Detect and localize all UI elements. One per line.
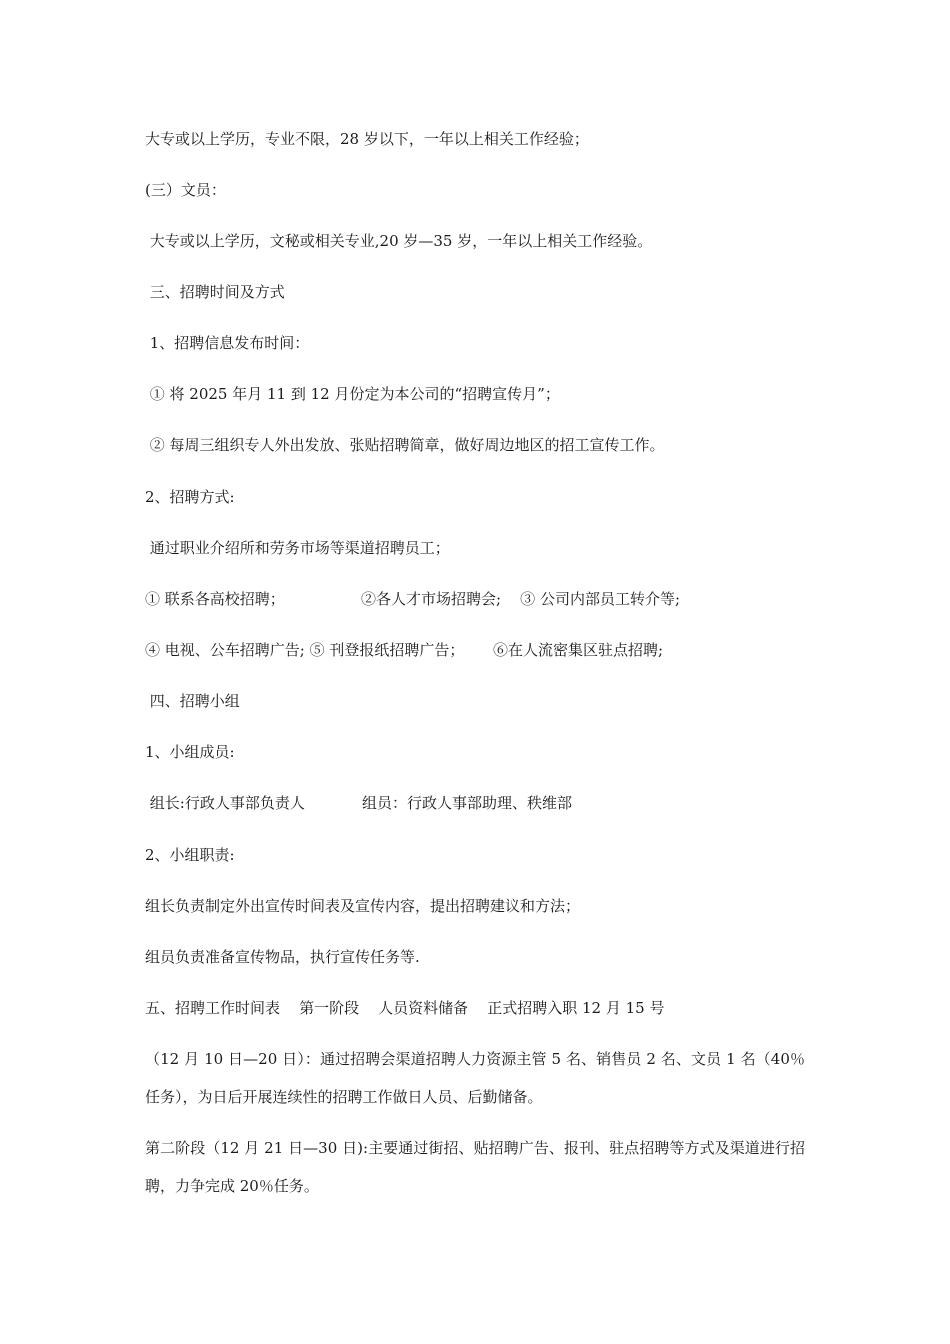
paragraph-phase-2: 第二阶段（12 月 21 日—30 日):主要通过街招、贴招聘广告、报刊、驻点招聘等方式及渠道进行招聘，力争完成 20％任务。 bbox=[145, 1139, 805, 1195]
section-heading-4: 四、招聘小组 bbox=[145, 692, 240, 710]
text-line-10: ① 联系各高校招聘； ②各人才市场招聘会; ③ 公司内部员工转介等; bbox=[145, 590, 681, 608]
section-heading-3: 三、招聘时间及方式 bbox=[145, 283, 285, 301]
section-heading-5: 五、招聘工作时间表 第一阶段 人员资料储备 正式招聘入职 12 月 15 号 bbox=[145, 999, 665, 1017]
text-line-5: 1、招聘信息发布时间： bbox=[145, 334, 310, 352]
paragraph-phase-1: （12 月 10 日—20 日）：通过招聘会渠道招聘人力资源主管 5 名、销售员 2 名、文员 1 名（40％任务），为日后开展连续性的招聘工作做日人员、后勤储备。 bbox=[145, 1050, 805, 1106]
text-line-7: ② 每周三组织专人外出发放、张贴招聘简章，做好周边地区的招工宣传工作。 bbox=[145, 436, 665, 454]
text-line-9: 通过职业介绍所和劳务市场等渠道招聘员工； bbox=[145, 539, 450, 557]
text-line-6: ① 将 2025 年月 11 到 12 月份定为本公司的“招聘宣传月”； bbox=[145, 385, 560, 403]
text-line-15: 2、小组职责: bbox=[145, 846, 235, 864]
text-line-1: 大专或以上学历，专业不限，28 岁以下，一年以上相关工作经验； bbox=[145, 130, 589, 148]
text-line-14: 组长:行政人事部负责人 组员：行政人事部助理、秩维部 bbox=[145, 794, 573, 812]
text-line-16: 组长负责制定外出宣传时间表及宣传内容，提出招聘建议和方法； bbox=[145, 897, 581, 915]
text-line-3: 大专或以上学历，文秘或相关专业,20 岁—35 岁，一年以上相关工作经验。 bbox=[145, 232, 653, 250]
text-line-2: (三）文员： bbox=[145, 181, 226, 199]
text-line-8: 2、招聘方式: bbox=[145, 488, 235, 506]
text-line-17: 组员负责准备宣传物品，执行宣传任务等. bbox=[145, 948, 420, 966]
text-line-13: 1、小组成员: bbox=[145, 743, 235, 761]
text-line-11: ④ 电视、公车招聘广告; ⑤ 刊登报纸招聘广告； ⑥在人流密集区驻点招聘; bbox=[145, 641, 664, 659]
